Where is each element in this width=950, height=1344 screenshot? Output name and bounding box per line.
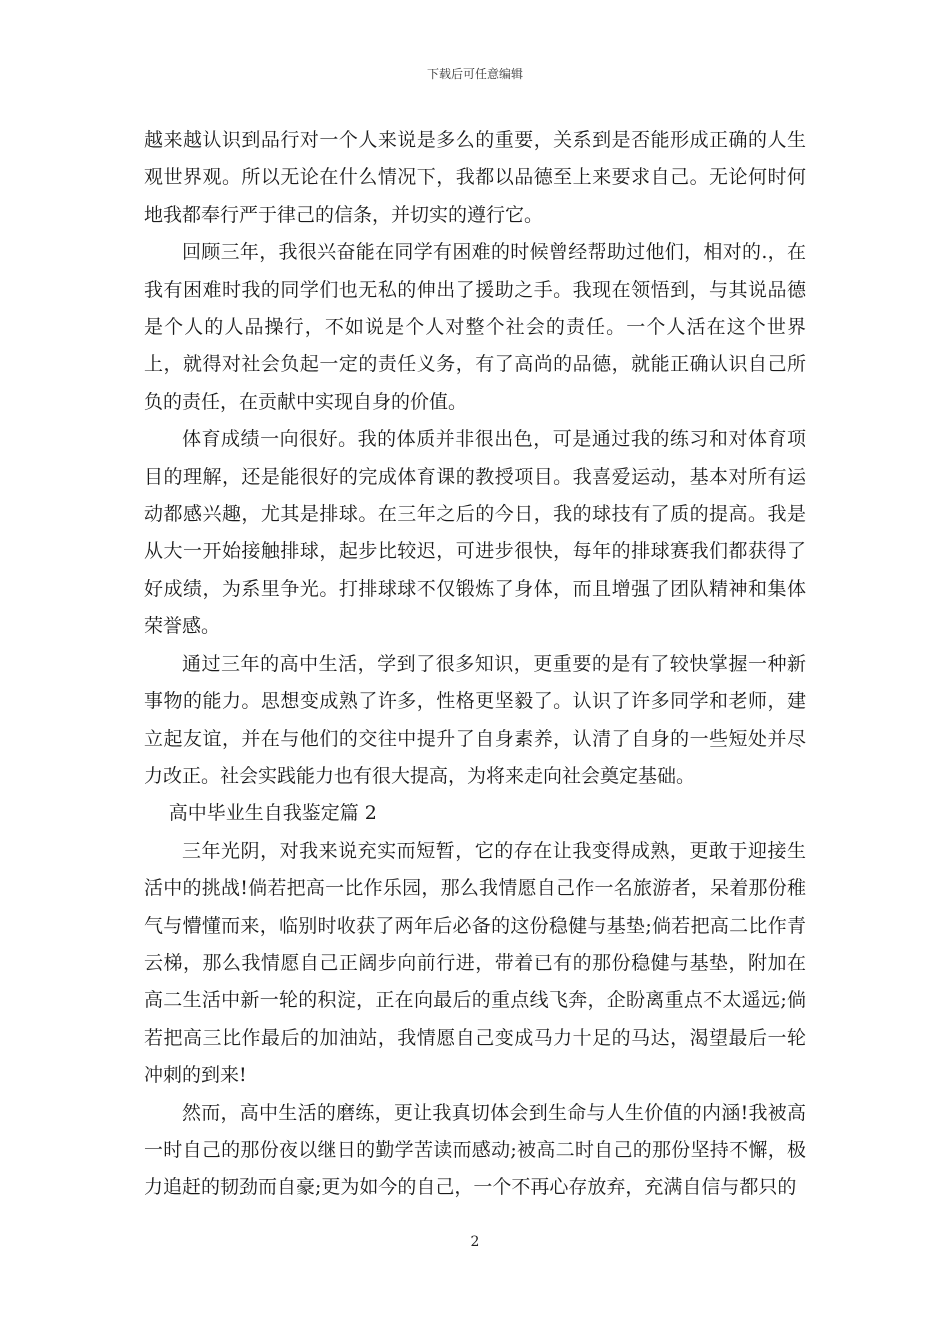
paragraph-1: 越来越认识到品行对一个人来说是多么的重要，关系到是否能形成正确的人生观世界观。所以无论在什么情况下，我都以品德至上来要求自己。无论何时何地我都奉行严于律己的信条，并切实的遵行它。 <box>144 129 806 226</box>
page-number: 2 <box>470 1234 480 1250</box>
paragraph-3: 体育成绩一向很好。我的体质并非很出色，可是通过我的练习和对体育项目的理解，还是能很好的完成体育课的教授项目。我喜爱运动，基本对所有运动都感兴趣，尤其是排球。在三年之后的今日，我的球技有了质的提高。我是从大一开始接触排球，起步比较迟，可进步很快，每年的排球赛我们都获得了好成绩，为系里争光。打排球球不仅锻炼了身体，而且增强了团队精神和集体荣誉感。 <box>144 428 806 638</box>
section-heading: 高中毕业生自我鉴定篇 2 <box>168 802 377 825</box>
paragraph-4: 通过三年的高中生活，学到了很多知识，更重要的是有了较快掌握一种新事物的能力。思想变成熟了许多，性格更坚毅了。认识了许多同学和老师，建立起友谊，并在与他们的交往中提升了自身素养，认清了自身的一些短处并尽力改正。社会实践能力也有很大提高，为将来走向社会奠定基础。 <box>144 652 806 787</box>
paragraph-2: 回顾三年，我很兴奋能在同学有困难的时候曾经帮助过他们，相对的.，在我有困难时我的同学们也无私的伸出了援助之手。我现在领悟到，与其说品德是个人的人品操行，不如说是个人对整个社会的责任。一个人活在这个世界上，就得对社会负起一定的责任义务，有了高尚的品德，就能正确认识自己所负的责任，在贡献中实现自身的价值。 <box>144 241 806 413</box>
page-header: 下载后可任意编辑 <box>426 67 523 81</box>
paragraph-5: 三年光阴，对我来说充实而短暂，它的存在让我变得成熟，更敢于迎接生活中的挑战!倘若把高一比作乐园，那么我情愿自己作一名旅游者，呆着那份稚气与懵懂而来，临别时收获了两年后必备的这份稳健与基垫;倘若把高二比作青云梯，那么我情愿自己正阔步向前行进，带着已有的那份稳健与基垫，附加在高二生活中新一轮的积淀，正在向最后的重点线飞奔，企盼离重点不太遥远;倘若把高三比作最后的加油站，我情愿自己变成马力十足的马达，渴望最后一轮冲刺的到来! <box>144 839 806 1087</box>
paragraph-6: 然而，高中生活的磨练，更让我真切体会到生命与人生价值的内涵!我被高一时自己的那份夜以继日的勤学苦读而感动;被高二时自己的那份坚持不懈，极力追赶的韧劲而自豪;更为如今的自己，一个不再心存放弃，充满自信与都只的 <box>144 1101 806 1199</box>
document-body <box>144 122 806 1207</box>
